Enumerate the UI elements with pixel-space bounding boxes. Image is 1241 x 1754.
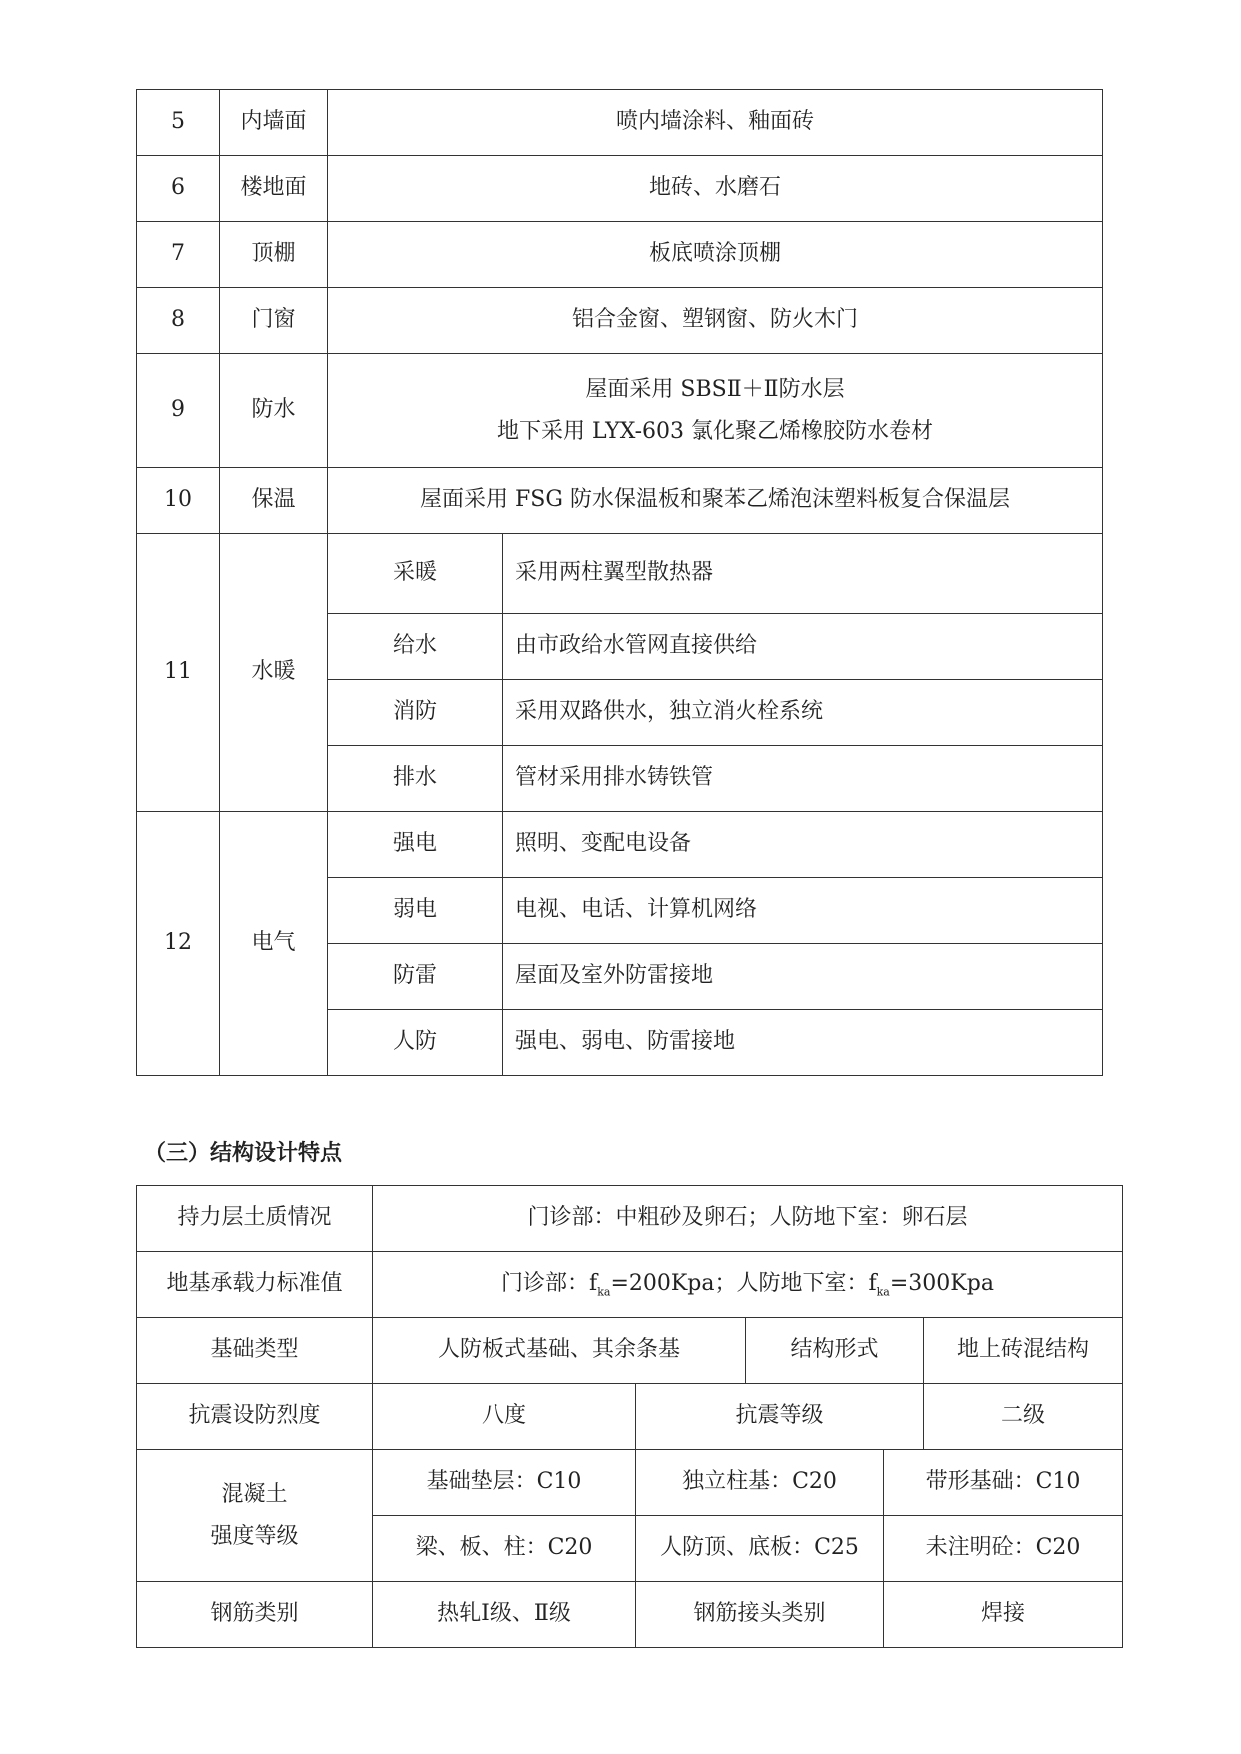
bearing-subscript-2: ka [876, 1285, 890, 1299]
row-description: 铝合金窗、塑钢窗、防火木门 [328, 288, 1103, 354]
seismic-intensity-label: 抗震设防烈度 [137, 1384, 373, 1450]
row-number: 11 [137, 534, 220, 812]
foundation-type-label: 基础类型 [137, 1318, 373, 1384]
row-number: 12 [137, 812, 220, 1076]
foundation-type-value: 人防板式基础、其余条基 [373, 1318, 746, 1384]
concrete-grade-cell: 人防顶、底板：C25 [636, 1516, 884, 1582]
table-row [137, 812, 1103, 878]
waterproof-roof-text: 屋面采用 SBSⅡ＋Ⅱ防水层 [585, 376, 845, 402]
row-item: 楼地面 [220, 156, 328, 222]
sub-item-name: 消防 [328, 680, 503, 746]
row-description: 板底喷涂顶棚 [328, 222, 1103, 288]
sub-item-name: 防雷 [328, 944, 503, 1010]
row-description: 喷内墙涂料、釉面砖 [328, 90, 1103, 156]
concrete-label-line1: 混凝土 [221, 1481, 288, 1507]
row-number: 7 [137, 222, 220, 288]
table-row [137, 288, 1103, 354]
table-row [137, 354, 1103, 468]
concrete-label-line2: 强度等级 [210, 1523, 299, 1549]
bearing-text-3: =300Kpa [889, 1270, 994, 1296]
row-number: 9 [137, 354, 220, 468]
table-row [137, 90, 1103, 156]
structural-design-table [136, 1185, 1123, 1648]
soil-label: 持力层土质情况 [137, 1186, 373, 1252]
sub-item-description: 由市政给水管网直接供给 [503, 614, 1103, 680]
table-row [137, 1384, 1123, 1450]
bearing-capacity-value [373, 1252, 1123, 1318]
sub-item-description: 照明、变配电设备 [503, 812, 1103, 878]
row-item: 防水 [220, 354, 328, 468]
sub-item-description: 采用双路供水，独立消火栓系统 [503, 680, 1103, 746]
sub-item-description: 电视、电话、计算机网络 [503, 878, 1103, 944]
seismic-grade-label: 抗震等级 [636, 1384, 924, 1450]
rebar-type-label: 钢筋类别 [137, 1582, 373, 1648]
bearing-subscript-1: ka [597, 1285, 611, 1299]
row-number: 5 [137, 90, 220, 156]
row-description: 屋面采用 FSG 防水保温板和聚苯乙烯泡沫塑料板复合保温层 [328, 468, 1103, 534]
row-item: 内墙面 [220, 90, 328, 156]
row-description: 地砖、水磨石 [328, 156, 1103, 222]
sub-item-name: 给水 [328, 614, 503, 680]
concrete-grade-cell: 独立柱基：C20 [636, 1450, 884, 1516]
sub-item-description: 强电、弱电、防雷接地 [503, 1010, 1103, 1076]
structure-form-value: 地上砖混结构 [924, 1318, 1123, 1384]
rebar-joint-value: 焊接 [884, 1582, 1123, 1648]
row-item: 电气 [220, 812, 328, 1076]
sub-item-name: 人防 [328, 1010, 503, 1076]
concrete-grade-cell: 梁、板、柱：C20 [373, 1516, 636, 1582]
rebar-type-value: 热轧Ⅰ级、Ⅱ级 [373, 1582, 636, 1648]
seismic-grade-value: 二级 [924, 1384, 1123, 1450]
table-row [137, 534, 1103, 614]
table-row [137, 468, 1103, 534]
table-row [137, 156, 1103, 222]
table-row [137, 1186, 1123, 1252]
concrete-grade-cell: 带形基础：C10 [884, 1450, 1123, 1516]
bearing-capacity-label: 地基承载力标准值 [137, 1252, 373, 1318]
sub-item-name: 强电 [328, 812, 503, 878]
bearing-text-2: =200Kpa；人防地下室：f [610, 1270, 877, 1296]
construction-features-table [136, 89, 1103, 1076]
sub-item-description: 采用两柱翼型散热器 [503, 534, 1103, 614]
row-number: 6 [137, 156, 220, 222]
structure-form-label: 结构形式 [746, 1318, 924, 1384]
row-item: 顶棚 [220, 222, 328, 288]
waterproof-underground-text: 地下采用 LYX-603 氯化聚乙烯橡胶防水卷材 [496, 418, 934, 444]
row-description [328, 354, 1103, 468]
soil-value: 门诊部：中粗砂及卵石；人防地下室：卵石层 [373, 1186, 1123, 1252]
table-row [137, 1450, 1123, 1516]
concrete-grade-cell: 未注明砼：C20 [884, 1516, 1123, 1582]
table-row [137, 222, 1103, 288]
concrete-grade-label [137, 1450, 373, 1582]
row-item: 水暖 [220, 534, 328, 812]
table-row [137, 1252, 1123, 1318]
sub-item-description: 屋面及室外防雷接地 [503, 944, 1103, 1010]
section-heading: （三）结构设计特点 [144, 1141, 343, 1166]
sub-item-name: 弱电 [328, 878, 503, 944]
row-item: 保温 [220, 468, 328, 534]
sub-item-name: 采暖 [328, 534, 503, 614]
rebar-joint-label: 钢筋接头类别 [636, 1582, 884, 1648]
concrete-grade-cell: 基础垫层：C10 [373, 1450, 636, 1516]
sub-item-description: 管材采用排水铸铁管 [503, 746, 1103, 812]
bearing-text-1: 门诊部：f [501, 1270, 598, 1296]
row-number: 8 [137, 288, 220, 354]
table-row [137, 1582, 1123, 1648]
table-row [137, 1318, 1123, 1384]
sub-item-name: 排水 [328, 746, 503, 812]
row-number: 10 [137, 468, 220, 534]
seismic-intensity-value: 八度 [373, 1384, 636, 1450]
row-item: 门窗 [220, 288, 328, 354]
